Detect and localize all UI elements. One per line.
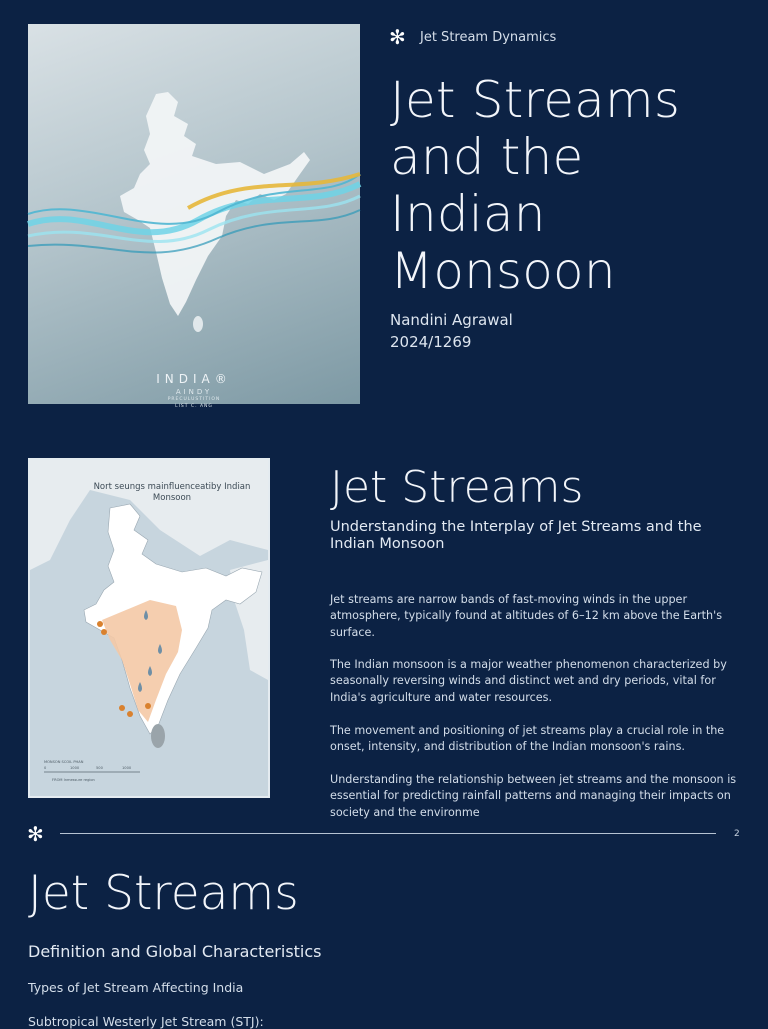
monsoon-map-image: [28, 458, 270, 798]
map-marker: [97, 621, 103, 627]
map-heading: Nort seungs mainfluenceatiby Indian Monsoon: [93, 482, 251, 503]
map-scale-title: MONSON SCOIL PHAN: [44, 760, 84, 764]
india-silhouette: [120, 92, 310, 316]
slide2-subtitle: Understanding the Interplay of Jet Streams and the Indian Monsoon: [330, 519, 702, 552]
author-name: Nandini Agrawal: [390, 311, 513, 329]
map-marker: [101, 629, 107, 635]
map-scale-value: 0: [44, 766, 47, 770]
eyebrow-label: Jet Stream Dynamics: [420, 30, 557, 45]
page-number: 2: [734, 829, 740, 839]
footer-divider: [60, 833, 716, 834]
sri-lanka-shape: [193, 316, 203, 332]
map-scale-value: 500: [96, 766, 103, 770]
map-marker: [145, 703, 151, 709]
map-marker: [119, 705, 125, 711]
cover-caption-line-2: LIST C. ANG: [175, 404, 213, 409]
cover-title: INDIA®: [156, 372, 232, 386]
slide1-title: Jet Streams and the Indian Monsoon: [390, 71, 681, 300]
cover-caption-line-1: PRECULUSTITION: [167, 397, 221, 402]
map-scale-value: 1000: [122, 766, 132, 770]
author-id: 2024/1269: [390, 333, 472, 351]
paragraph: The Indian monsoon is a major weather phenomenon characterized by seasonally reversing winds and distinct wet and dry periods, vital for India's agriculture and water resources.: [330, 658, 727, 704]
paragraph: The movement and positioning of jet streams play a crucial role in the onset, intensity, and distribution of the Indian monsoon's rains.: [330, 724, 725, 754]
flower-icon: ✻: [389, 25, 406, 49]
flower-icon: ✻: [27, 822, 44, 846]
slide2-title: Jet Streams: [330, 462, 584, 513]
cover-image: [28, 24, 360, 409]
map-scale-value: 1000: [70, 766, 80, 770]
cover-subtitle: AINDY: [175, 388, 213, 396]
map-marker: [127, 711, 133, 717]
list-item: Types of Jet Stream Affecting India: [28, 980, 244, 995]
paragraph: Jet streams are narrow bands of fast-moving winds in the upper atmosphere, typically found at altitudes of 6–12 km above the Earth's surface.: [330, 593, 723, 639]
slide3-title: Jet Streams: [28, 866, 299, 921]
map-legend: FROM Inmessure region: [52, 778, 95, 782]
paragraph: Understanding the relationship between jet streams and the monsoon is essential for predicting rainfall patterns and managing their impacts on society and the environme: [330, 773, 737, 819]
sri-lanka-shape: [151, 724, 165, 748]
slide3-subtitle: Definition and Global Characteristics: [28, 942, 322, 961]
india-cover-illustration: [28, 24, 360, 404]
list-item: Subtropical Westerly Jet Stream (STJ):: [28, 1014, 264, 1029]
india-monsoon-map: [30, 460, 268, 796]
